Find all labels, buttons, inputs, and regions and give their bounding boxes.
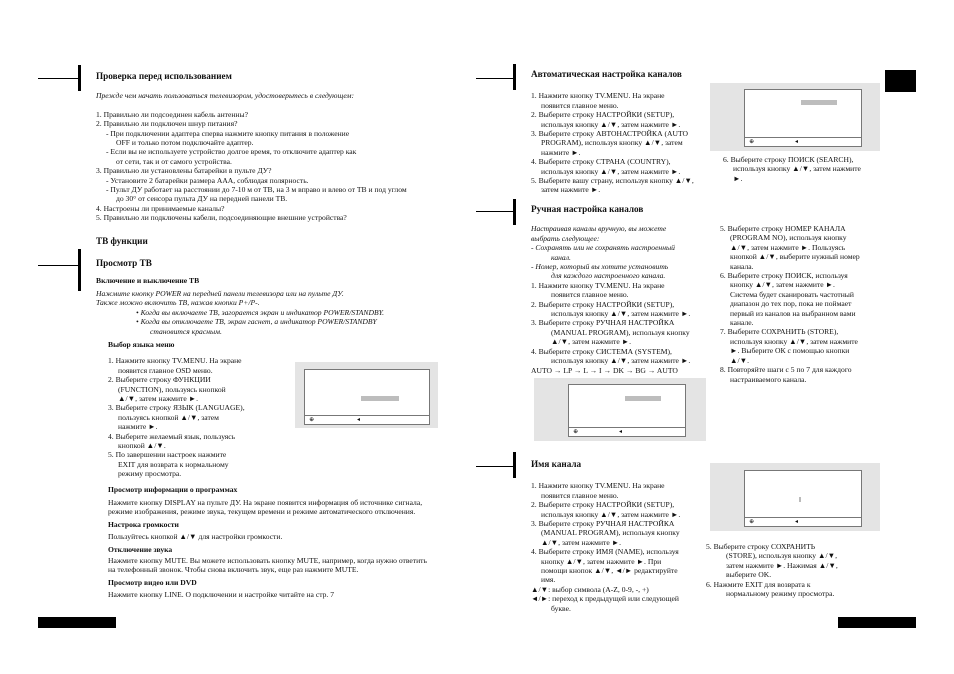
manual-step: 8. Повторяйте шаги с 5 по 7 для каждого bbox=[720, 365, 852, 375]
manual-step: 2. Выберите строку НАСТРОЙКИ (SETUP), bbox=[531, 299, 675, 309]
footer-bar-left bbox=[38, 617, 116, 628]
manual-step: используя кнопку ▲/▼, затем нажмите bbox=[730, 336, 858, 346]
volume-text: Пользуйтесь кнопкой ▲/▼ для настройки громкости. bbox=[108, 532, 283, 542]
name-step: 3. Выберите строку РУЧНАЯ НАСТРОЙКА bbox=[531, 519, 675, 529]
manual-intro-line: выбрать следующее: bbox=[531, 233, 600, 243]
osd-highlight bbox=[625, 396, 661, 401]
auto-step: используя кнопку ▲/▼, затем нажмите ►. bbox=[541, 166, 681, 176]
manual-step: настраиваемого канала. bbox=[730, 374, 807, 384]
auto-step: 4. Выберите строку СТРАНА (COUNTRY), bbox=[531, 157, 671, 167]
check-line: 4. Настроены ли принимаемые каналы? bbox=[96, 203, 225, 213]
onoff-bullet: • Когда вы включаете ТВ, загорается экран и индикатор POWER/STANDBY. bbox=[136, 307, 385, 317]
name-step: используя кнопку ▲/▼, затем нажмите ►. bbox=[541, 509, 681, 519]
auto-title: Автоматическая настройка каналов bbox=[531, 69, 682, 79]
onoff-bullet: • Когда вы отключаете ТВ, экран гаснет, а индикатор POWER/STANDBY bbox=[136, 317, 377, 327]
lang-step: 4. Выберите желаемый язык, пользуясь bbox=[108, 431, 236, 441]
check-line: 5. Правильно ли подключены кабели, подсоединяющие внешние устройства? bbox=[96, 213, 347, 223]
left-section-rule-2 bbox=[78, 249, 81, 291]
auto-step6-line: ►. bbox=[733, 173, 743, 183]
tv-functions-heading: ТВ функции bbox=[96, 235, 148, 246]
view-title: Просмотр ТВ bbox=[96, 258, 152, 269]
osd-screen bbox=[744, 89, 862, 147]
osd-footer: ⊕ ◂ bbox=[745, 517, 861, 526]
auto-step6-line: используя кнопку ▲/▼, затем нажмите bbox=[733, 164, 861, 174]
manual-steps-right bbox=[720, 224, 895, 384]
manual-step: канале. bbox=[730, 318, 754, 328]
manual-option: канал. bbox=[551, 252, 571, 262]
lang-title: Выбор языка меню bbox=[108, 339, 175, 349]
manual-steps bbox=[531, 281, 711, 375]
osd-footer: ⊕ ◂ bbox=[745, 137, 861, 146]
auto-step: нажмите ►. bbox=[541, 147, 581, 157]
auto-step6 bbox=[723, 155, 893, 183]
manual-step: Система будет сканировать частотный bbox=[730, 289, 854, 299]
check-line: - Пульт ДУ работает на расстоянии до 7-10 м от ТВ, на 3 м вправо и влево от ТВ и под углом bbox=[106, 185, 407, 195]
name-step: ◄/►: переход к предыдущей или следующей bbox=[531, 594, 679, 604]
auto-step: используя кнопку ▲/▼, затем нажмите ►. bbox=[541, 119, 681, 129]
name-step: 6. Нажмите EXIT для возврата к bbox=[706, 579, 811, 589]
osd-highlight bbox=[801, 100, 837, 105]
auto-step: 2. Выберите строку НАСТРОЙКИ (SETUP), bbox=[531, 110, 675, 120]
manual-step: (PROGRAM NO), используя кнопку bbox=[730, 233, 847, 243]
info-title: Просмотр информации о программах bbox=[108, 484, 238, 494]
check-list bbox=[96, 110, 468, 223]
lang-steps bbox=[96, 356, 288, 478]
manual-step: 6. Выберите строку ПОИСК, используя bbox=[720, 271, 848, 281]
check-line: - При подключении адаптера сперва нажмите кнопку питания в положение bbox=[106, 128, 350, 138]
onoff-title: Включение и выключение ТВ bbox=[96, 275, 200, 285]
manual-step: ▲/▼. bbox=[730, 355, 750, 365]
name-step: нормальному режиму просмотра. bbox=[726, 589, 835, 599]
auto-section bbox=[531, 70, 711, 195]
left-section-line bbox=[38, 78, 78, 79]
manual-step: ▲/▼, затем нажмите ►. bbox=[551, 337, 632, 347]
check-title: Проверка перед использованием bbox=[96, 71, 232, 81]
mute-line: Нажмите кнопку MUTE. Вы можете использовать кнопку MUTE, например, когда нужно ответить bbox=[108, 556, 427, 566]
osd-name-illustration bbox=[710, 463, 880, 531]
manual-step: 3. Выберите строку РУЧНАЯ НАСТРОЙКА bbox=[531, 318, 675, 328]
left-section-line-2 bbox=[38, 265, 78, 266]
right-section-line-3 bbox=[476, 466, 513, 467]
manual-intro bbox=[531, 224, 711, 280]
mute-title: Отключение звука bbox=[108, 544, 173, 554]
info-line: режиме изображения, режиме звука, текущем времени и режиме автоматического отключения. bbox=[108, 507, 416, 517]
check-line: - Если вы не используете устройство долгое время, то отключите адаптер как bbox=[106, 147, 357, 157]
info-line: Нажмите кнопку DISPLAY на пульте ДУ. На экране появится информация об источнике сигнала, bbox=[108, 498, 423, 508]
check-line: 1. Правильно ли подсоединен кабель антенны? bbox=[96, 109, 248, 119]
manual-step: ▲/▼, затем нажмите ►. Пользуясь bbox=[730, 242, 846, 252]
osd-screen bbox=[744, 470, 862, 527]
manual-step: канала. bbox=[730, 261, 754, 271]
manual-option: для каждого настроенного канала. bbox=[551, 271, 666, 281]
osd-language-illustration bbox=[295, 362, 438, 428]
lang-step: EXIT для возврата к нормальному bbox=[118, 459, 229, 469]
manual-step: 5. Выберите строку НОМЕР КАНАЛА bbox=[720, 224, 846, 233]
auto-step: 5. Выберите вашу страну, используя кнопку ▲/▼, bbox=[531, 176, 694, 186]
left-section-rule bbox=[78, 65, 81, 91]
lang-step: появится главное OSD меню. bbox=[118, 365, 213, 375]
manual-step: (MANUAL PROGRAM), используя кнопку bbox=[551, 327, 690, 337]
right-section-rule-2 bbox=[513, 199, 516, 225]
name-step: 4. Выберите строку ИМЯ (NAME), используя bbox=[531, 547, 679, 557]
manual-step: 1. Нажмите кнопку TV.MENU. На экране bbox=[531, 280, 665, 290]
manual-option: - Сохранять или не сохранять настроенный bbox=[531, 243, 675, 253]
onoff-bullet-text: Когда вы включаете ТВ, загорается экран и индикатор POWER/STANDBY. bbox=[140, 307, 385, 317]
lang-step: 2. Выберите строку ФУНКЦИИ bbox=[108, 375, 211, 385]
name-step: ▲/▼, затем нажмите ►. bbox=[541, 537, 622, 547]
manual-step: кнопкой ▲/▼, выберите нужный номер bbox=[730, 252, 860, 262]
osd-manual-illustration bbox=[534, 378, 706, 441]
manual-step: ►. Выберите ОК с помощью кнопки bbox=[730, 346, 850, 356]
name-step: (STORE), используя кнопку ▲/▼, bbox=[726, 551, 837, 561]
manual-step: появится главное меню. bbox=[551, 290, 629, 300]
manual-step: первый из каналов на выбранном вами bbox=[730, 308, 856, 318]
onoff-line: Также можно включить ТВ, нажав кнопки P+/P-. bbox=[96, 298, 260, 308]
lang-step: 3. Выберите строку ЯЗЫК (LANGUAGE), bbox=[108, 403, 245, 413]
name-step: имя. bbox=[541, 575, 556, 585]
manual-step: кнопку ▲/▼, затем нажмите ►. bbox=[730, 280, 835, 290]
check-line: до 30° от сенсора пульта ДУ на передней панели ТВ. bbox=[116, 194, 288, 204]
auto-steps bbox=[531, 91, 711, 194]
onoff-line: Нажмите кнопку POWER на передней панели телевизора или на пульте ДУ. bbox=[96, 288, 344, 298]
right-section-line-2 bbox=[476, 211, 513, 212]
name-step: кнопку ▲/▼, затем нажмите ►. При bbox=[541, 556, 662, 566]
manual-step: используя кнопку ▲/▼, затем нажмите ►. bbox=[551, 309, 691, 319]
manual-intro-line: Настраивая каналы вручную, вы можете bbox=[531, 224, 667, 234]
name-step: затем нажмите ►. Нажимая ▲/▼, bbox=[726, 560, 838, 570]
name-title: Имя канала bbox=[531, 459, 582, 469]
lang-step: режиму просмотра. bbox=[118, 469, 182, 479]
name-step: букве. bbox=[551, 603, 571, 613]
video-text: Нажмите кнопку LINE. О подключении и настройке читайте на стр. 7 bbox=[108, 590, 334, 600]
manual-step: 7. Выберите СОХРАНИТЬ (STORE), bbox=[720, 327, 839, 337]
lang-step: 1. Нажмите кнопку TV.MENU. На экране bbox=[108, 356, 242, 366]
auto-step: затем нажмите ►. bbox=[541, 185, 601, 195]
check-line: OFF и только потом подключайте адаптер. bbox=[116, 138, 254, 148]
name-step: 2. Выберите строку НАСТРОЙКИ (SETUP), bbox=[531, 500, 675, 510]
osd-footer: ⊕ ◂ bbox=[569, 427, 685, 436]
osd-cursor bbox=[799, 497, 801, 502]
manual-section bbox=[531, 205, 711, 375]
left-page bbox=[96, 72, 468, 600]
manual-step: 4. Выберите строку СИСТЕМА (SYSTEM), bbox=[531, 346, 672, 356]
check-line: 2. Правильно ли подключен шнур питания? bbox=[96, 119, 238, 129]
osd-screen bbox=[304, 369, 430, 425]
name-step: (MANUAL PROGRAM), используя кнопку bbox=[541, 528, 680, 538]
video-title: Просмотр видео или DVD bbox=[108, 577, 197, 587]
lang-step: (FUNCTION), пользуясь кнопкой bbox=[118, 384, 226, 394]
lang-step: ▲/▼, затем нажмите ►. bbox=[118, 393, 199, 403]
name-step: выберите OK. bbox=[726, 570, 772, 580]
auto-step: 1. Нажмите кнопку TV.MENU. На экране bbox=[531, 91, 665, 101]
auto-step: PROGRAM), используя кнопку ▲/▼, затем bbox=[541, 138, 683, 148]
right-section-rule-3 bbox=[513, 452, 516, 478]
osd-screen bbox=[568, 384, 686, 437]
manual-step: диапазон до тех пор, пока не поймает bbox=[730, 299, 852, 309]
onoff-bullet-text: Когда вы отключаете ТВ, экран гаснет, а индикатор POWER/STANDBY bbox=[140, 317, 377, 327]
name-steps-right bbox=[706, 542, 886, 598]
name-section bbox=[531, 460, 716, 613]
auto-step: появится главное меню. bbox=[541, 100, 619, 110]
name-step: 1. Нажмите кнопку TV.MENU. На экране bbox=[531, 481, 665, 491]
manual-title: Ручная настройка каналов bbox=[531, 204, 644, 214]
lang-step: кнопкой ▲/▼. bbox=[118, 441, 166, 450]
osd-auto-illustration bbox=[710, 83, 880, 151]
onoff-bullet-cont: становится красным. bbox=[150, 326, 222, 336]
auto-step: 3. Выберите строку АВТОНАСТРОЙКА (AUTO bbox=[531, 129, 688, 139]
manual-option: - Номер, который вы хотите установить bbox=[531, 262, 669, 272]
volume-title: Настрока громкости bbox=[108, 519, 179, 529]
lang-step: 5. По завершении настроек нажмите bbox=[108, 450, 227, 460]
check-intro: Прежде чем начать пользоваться телевизором, удостоверьтесь в следующем: bbox=[96, 91, 354, 101]
lang-step: нажмите ►. bbox=[118, 422, 158, 432]
footer-bar-right bbox=[838, 617, 916, 628]
osd-highlight bbox=[361, 396, 399, 401]
name-steps bbox=[531, 481, 716, 613]
check-line: 3. Правильно ли установлены батарейки в пульте ДУ? bbox=[96, 166, 272, 176]
name-step: 5. Выберите строку СОХРАНИТЬ bbox=[706, 542, 816, 551]
name-step: помощи кнопок ▲/▼, ◄/► редактируйте bbox=[541, 566, 678, 576]
check-line: от сети, так и от самого устройства. bbox=[116, 156, 232, 166]
manual-step: используя кнопку ▲/▼, затем нажмите ►. bbox=[551, 356, 691, 366]
manual-system-sequence: AUTO → LP → L → I → DK → BG → AUTO bbox=[531, 365, 678, 375]
name-step: появится главное меню. bbox=[541, 490, 619, 500]
osd-footer: ⊕ ◂ bbox=[305, 415, 429, 424]
right-section-line bbox=[476, 78, 513, 79]
mute-line: на телефонный звонок. Чтобы снова включить звук, еще раз нажмите MUTE. bbox=[108, 565, 359, 575]
name-step: ▲/▼: выбор символа (A-Z, 0-9, -, +) bbox=[531, 584, 649, 594]
lang-step: пользуясь кнопкой ▲/▼, затем bbox=[118, 412, 219, 422]
page-tab-marker bbox=[885, 70, 916, 92]
auto-step6-line: 6. Выберите строку ПОИСК (SEARCH), bbox=[723, 155, 854, 164]
right-section-rule bbox=[513, 64, 516, 90]
check-line: - Установите 2 батарейки размера AAA, соблюдая полярность. bbox=[106, 175, 309, 185]
